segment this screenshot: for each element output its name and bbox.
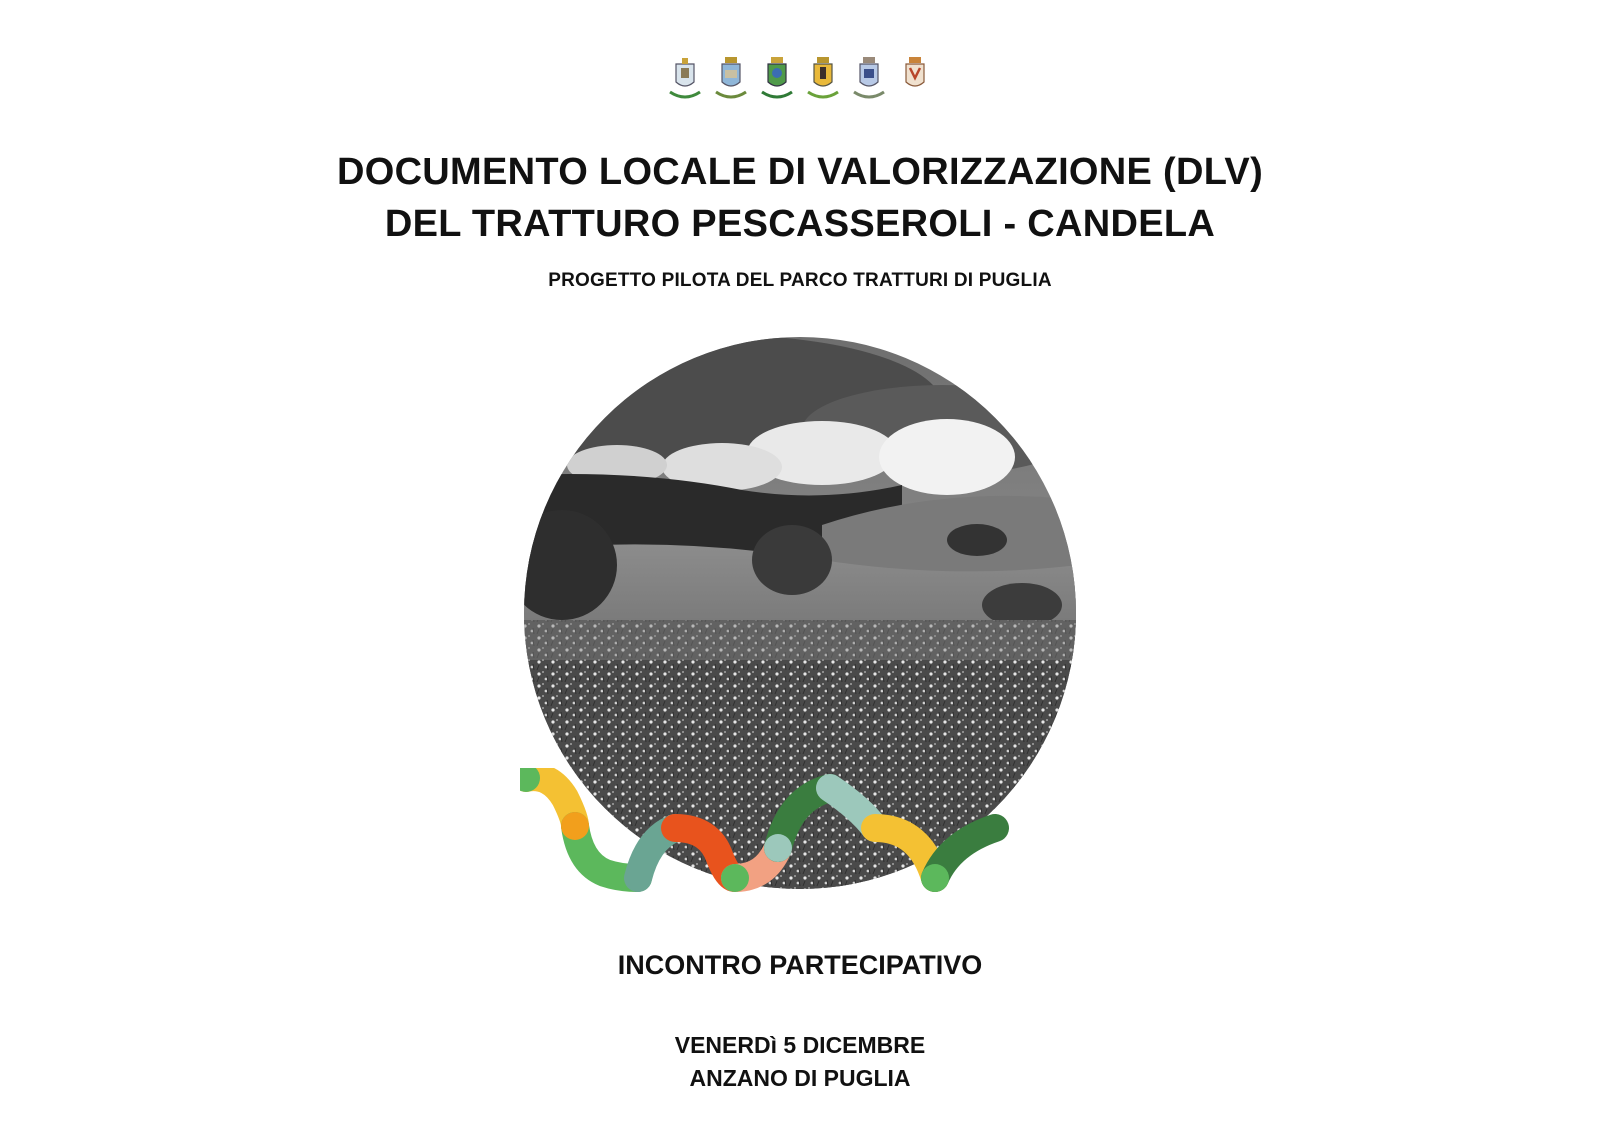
crest-icon bbox=[712, 54, 750, 102]
event-place: ANZANO DI PUGLIA bbox=[689, 1065, 911, 1091]
event-date: VENERDì 5 DICEMBRE bbox=[674, 1032, 926, 1058]
document-title bbox=[0, 146, 1600, 250]
crest-icon bbox=[804, 54, 842, 102]
decorative-ribbon bbox=[520, 768, 1040, 918]
title-line-2: DEL TRATTURO PESCASSEROLI - CANDELA bbox=[384, 203, 1216, 245]
event-name: INCONTRO PARTECIPATIVO bbox=[617, 950, 983, 980]
title-line-1: DOCUMENTO LOCALE DI VALORIZZAZIONE (DLV) bbox=[336, 151, 1264, 193]
crest-icon bbox=[896, 54, 934, 102]
project-subtitle: PROGETTO PILOTA DEL PARCO TRATTURI DI PUGLIA bbox=[548, 270, 1052, 291]
crest-icon bbox=[666, 54, 704, 102]
municipal-crests-row bbox=[0, 54, 1600, 104]
crest-icon bbox=[758, 54, 796, 102]
crest-icon bbox=[850, 54, 888, 102]
